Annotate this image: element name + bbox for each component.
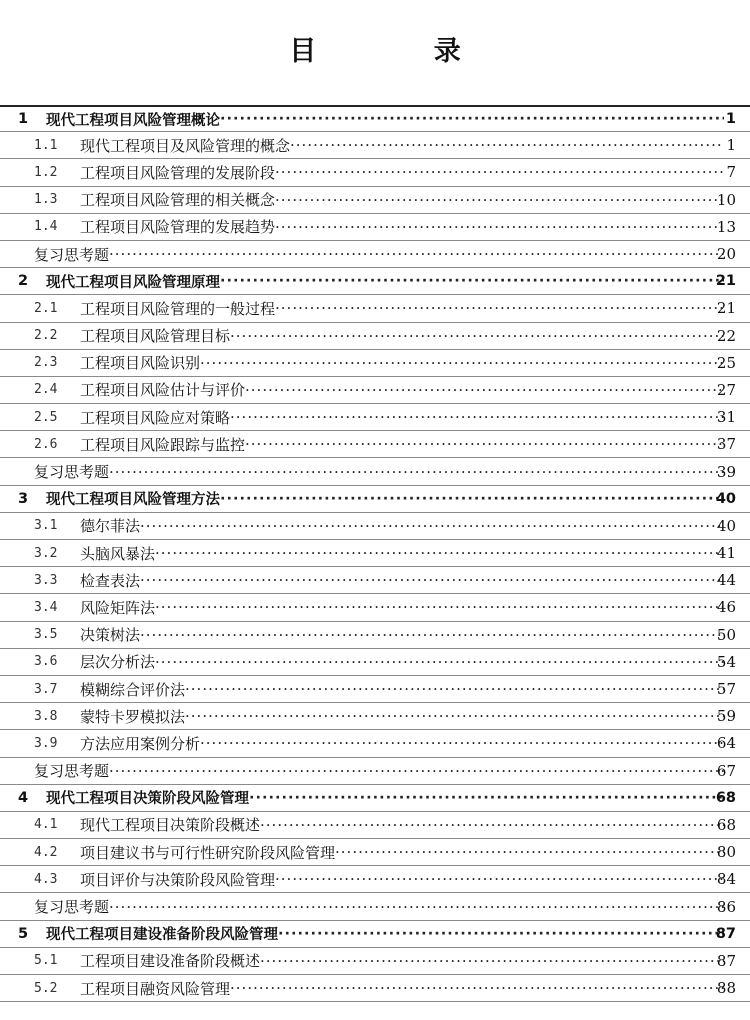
toc-entry-review[interactable] — [0, 241, 750, 268]
page-title: 目 录 — [289, 35, 515, 67]
toc-entry-chapter[interactable] — [0, 486, 750, 513]
leader-dots — [260, 952, 724, 970]
toc-entry-title: 复习思考题 ····· — [34, 896, 724, 917]
toc-entry-chapter[interactable] — [0, 268, 750, 295]
toc-entry-chapter[interactable] — [0, 785, 750, 812]
toc-entry-number: 4.1 — [34, 817, 58, 833]
toc-entry-page: 68 — [716, 815, 736, 834]
toc-entry-section[interactable] — [0, 730, 750, 757]
toc-entry-section[interactable] — [0, 676, 750, 703]
toc-entry-number: 2.2 — [34, 328, 58, 344]
toc-entry-page: 7 — [726, 163, 736, 182]
toc-entry-section[interactable] — [0, 377, 750, 404]
toc-entry-title: 复习思考题 ····· — [34, 461, 724, 482]
leader-dots — [220, 273, 724, 289]
toc-entry-title: 工程项目风险管理的一般过程 ····· — [80, 298, 724, 319]
leader-dots — [230, 327, 724, 345]
toc-entry-page: 80 — [716, 843, 736, 862]
leader-dots — [220, 111, 724, 127]
toc-entry-title: 工程项目风险管理的相关概念 ····· — [80, 189, 724, 210]
toc-entry-page: 67 — [716, 761, 736, 780]
leader-dots — [140, 626, 724, 644]
toc-entry-section[interactable] — [0, 540, 750, 567]
leader-dots — [245, 381, 724, 399]
toc-entry-title: 模糊综合评价法 ····· — [80, 679, 724, 700]
leader-dots — [155, 598, 724, 616]
toc-entry-title: 头脑风暴法 ····· — [80, 543, 724, 564]
toc-entry-number: 4 — [18, 789, 29, 806]
toc-entry-section[interactable] — [0, 187, 750, 214]
toc-entry-title: 工程项目风险应对策略 ····· — [80, 407, 724, 428]
leader-dots — [155, 653, 724, 671]
toc-entry-title: 复习思考题 ····· — [34, 760, 724, 781]
toc-entry-number: 5.1 — [34, 953, 58, 969]
toc-entry-number: 3.6 — [34, 654, 58, 670]
toc-entry-number: 2.5 — [34, 409, 58, 425]
toc-entry-number: 2.6 — [34, 436, 58, 452]
toc-entry-number: 4.3 — [34, 871, 58, 887]
toc-entry-number: 3.9 — [34, 735, 58, 751]
leader-dots — [185, 707, 724, 725]
toc-entry-number: 2.4 — [34, 382, 58, 398]
toc-entry-section[interactable] — [0, 812, 750, 839]
toc-entry-page: 40 — [715, 490, 736, 507]
toc-entry-section[interactable] — [0, 866, 750, 893]
toc-entry-title: 工程项目风险跟踪与监控 ····· — [80, 434, 724, 455]
toc-entry-section[interactable] — [0, 703, 750, 730]
leader-dots — [200, 734, 724, 752]
leader-dots — [275, 299, 724, 317]
leader-dots — [260, 816, 724, 834]
toc-entry-title: 工程项目风险估计与评价 ····· — [80, 379, 724, 400]
toc-entry-title: 工程项目风险管理的发展阶段 ····· — [80, 162, 724, 183]
toc-entry-page: 10 — [716, 190, 736, 209]
toc-entry-section[interactable] — [0, 214, 750, 241]
leader-dots — [335, 843, 724, 861]
toc-entry-title: 检查表法 ····· — [80, 570, 724, 591]
toc-entry-page: 44 — [716, 571, 736, 590]
toc-entry-page: 37 — [716, 435, 736, 454]
toc-entry-number: 3.2 — [34, 545, 58, 561]
leader-dots — [230, 408, 724, 426]
toc-entry-number: 3.1 — [34, 518, 58, 534]
toc-entry-title: 蒙特卡罗模拟法 ····· — [80, 706, 724, 727]
toc-entry-page: 22 — [716, 326, 736, 345]
leader-dots — [275, 163, 724, 181]
leader-dots — [109, 463, 724, 481]
toc-entry-number: 1 — [18, 111, 29, 128]
toc-entry-review[interactable] — [0, 458, 750, 485]
leader-dots — [109, 245, 724, 263]
toc-entry-page: 40 — [716, 516, 736, 535]
toc-entry-title: 工程项目建设准备阶段概述 ····· — [80, 950, 724, 971]
toc-entry-page: 21 — [715, 273, 736, 290]
leader-dots — [275, 218, 724, 236]
toc-entry-number: 1.1 — [34, 137, 58, 153]
toc-entry-section[interactable] — [0, 404, 750, 431]
toc-entry-section[interactable] — [0, 594, 750, 621]
toc-entry-section[interactable] — [0, 567, 750, 594]
toc-entry-title: 复习思考题 ····· — [34, 244, 724, 265]
toc-entry-page: 1 — [726, 136, 736, 155]
toc-entry-page: 50 — [716, 625, 736, 644]
toc-entry-section[interactable] — [0, 159, 750, 186]
toc-entry-section[interactable] — [0, 839, 750, 866]
toc-entry-page: 13 — [716, 217, 736, 236]
toc-entry-section[interactable] — [0, 350, 750, 377]
leader-dots — [155, 544, 724, 562]
toc-entry-title: 现代工程项目决策阶段概述 ····· — [80, 814, 724, 835]
toc-entry-title: 德尔菲法 ····· — [80, 515, 724, 536]
toc-entry-number: 1.3 — [34, 192, 58, 208]
toc-entry-number: 5.2 — [34, 980, 58, 996]
toc-entry-title: 工程项目风险管理目标 ····· — [80, 325, 724, 346]
toc-entry-section[interactable] — [0, 622, 750, 649]
toc-entry-number: 5 — [18, 925, 29, 942]
toc-entry-number: 3.3 — [34, 572, 58, 588]
toc-entry-review[interactable] — [0, 758, 750, 785]
leader-dots — [185, 680, 724, 698]
toc-entry-title: 层次分析法 ····· — [80, 651, 724, 672]
toc-entry-title: 现代工程项目风险管理原理 ····· — [46, 271, 724, 292]
toc-entry-title: 决策树法 ····· — [80, 624, 724, 645]
toc-entry-title: 现代工程项目风险管理方法 ····· — [46, 488, 724, 509]
table-of-contents — [0, 105, 750, 1002]
toc-entry-chapter[interactable] — [0, 921, 750, 948]
toc-entry-number: 2.3 — [34, 355, 58, 371]
toc-entry-section[interactable] — [0, 295, 750, 322]
toc-entry-page: 31 — [716, 408, 736, 427]
toc-entry-page: 21 — [716, 299, 736, 318]
toc-entry-page: 25 — [716, 353, 736, 372]
leader-dots — [245, 435, 724, 453]
toc-entry-section[interactable] — [0, 948, 750, 975]
toc-entry-page: 87 — [716, 951, 736, 970]
toc-entry-section[interactable] — [0, 649, 750, 676]
toc-entry-page: 20 — [716, 245, 736, 264]
toc-entry-page: 84 — [716, 870, 736, 889]
leader-dots — [249, 790, 724, 806]
leader-dots — [230, 979, 724, 997]
toc-entry-title: 方法应用案例分析 ····· — [80, 733, 724, 754]
toc-entry-number: 3.4 — [34, 599, 58, 615]
toc-entry-page: 68 — [715, 789, 736, 806]
toc-entry-section[interactable] — [0, 323, 750, 350]
toc-entry-review[interactable] — [0, 893, 750, 920]
leader-dots — [278, 926, 724, 942]
toc-entry-title: 现代工程项目及风险管理的概念 ····· — [80, 135, 724, 156]
toc-entry-number: 2 — [18, 273, 29, 290]
toc-entry-number: 2.1 — [34, 300, 58, 316]
toc-entry-section[interactable] — [0, 132, 750, 159]
toc-entry-page: 27 — [716, 380, 736, 399]
toc-entry-number: 3.7 — [34, 681, 58, 697]
toc-entry-number: 1.2 — [34, 164, 58, 180]
toc-entry-number: 3.8 — [34, 708, 58, 724]
toc-entry-page: 57 — [716, 680, 736, 699]
toc-entry-page: 41 — [716, 544, 736, 563]
leader-dots — [220, 491, 724, 507]
toc-entry-page: 46 — [716, 598, 736, 617]
toc-entry-number: 3 — [18, 490, 29, 507]
toc-entry-page: 39 — [716, 462, 736, 481]
leader-dots — [275, 191, 724, 209]
toc-entry-page: 54 — [716, 652, 736, 671]
toc-entry-title: 现代工程项目风险管理概论 ····· — [46, 109, 724, 130]
toc-entry-number: 3.5 — [34, 627, 58, 643]
toc-entry-section[interactable] — [0, 975, 750, 1002]
toc-entry-page: 88 — [716, 979, 736, 998]
toc-entry-section[interactable] — [0, 431, 750, 458]
toc-entry-page: 87 — [715, 925, 736, 942]
leader-dots — [109, 762, 724, 780]
toc-entry-title: 工程项目融资风险管理 ····· — [80, 978, 724, 999]
toc-entry-title: 现代工程项目建设准备阶段风险管理 ····· — [46, 923, 724, 944]
toc-entry-number: 4.2 — [34, 844, 58, 860]
leader-dots — [140, 517, 724, 535]
leader-dots — [200, 354, 724, 372]
toc-entry-title: 工程项目风险识别 ····· — [80, 352, 724, 373]
toc-entry-section[interactable] — [0, 513, 750, 540]
toc-entry-title: 项目评价与决策阶段风险管理 ····· — [80, 869, 724, 890]
leader-dots — [290, 136, 724, 154]
leader-dots — [109, 898, 724, 916]
toc-entry-title: 风险矩阵法 ····· — [80, 597, 724, 618]
leader-dots — [140, 571, 724, 589]
leader-dots — [275, 870, 724, 888]
toc-entry-number: 1.4 — [34, 219, 58, 235]
toc-entry-chapter[interactable] — [0, 105, 750, 132]
toc-entry-page: 59 — [716, 707, 736, 726]
toc-entry-page: 64 — [716, 734, 736, 753]
toc-entry-title: 工程项目风险管理的发展趋势 ····· — [80, 216, 724, 237]
toc-entry-page: 1 — [725, 111, 736, 128]
toc-entry-title: 现代工程项目决策阶段风险管理 ····· — [46, 787, 724, 808]
toc-entry-title: 项目建议书与可行性研究阶段风险管理 ····· — [80, 842, 724, 863]
toc-entry-page: 86 — [716, 897, 736, 916]
